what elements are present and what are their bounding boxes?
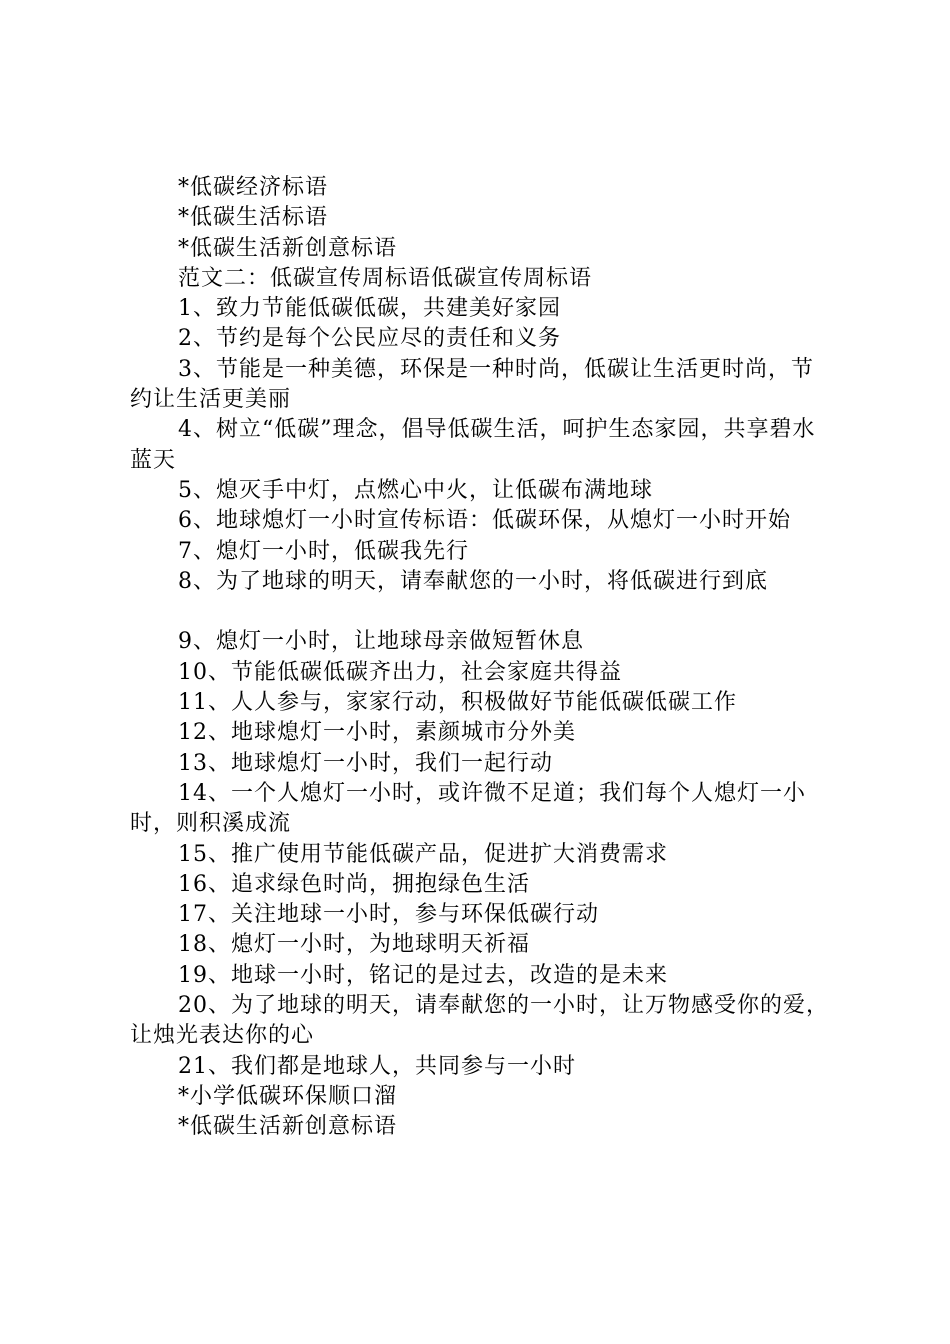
section-title: 范文二：低碳宣传周标语低碳宣传周标语	[178, 265, 593, 291]
slogan-item: 9、熄灯一小时，让地球母亲做短暂休息	[178, 629, 584, 655]
slogan-item: 14、一个人熄灯一小时，或许微不足道；我们每个人熄灯一小时，则积溪成流	[130, 780, 806, 837]
slogan-item: 3、节能是一种美德，环保是一种时尚，低碳让生活更时尚，节约让生活更美丽	[130, 356, 814, 413]
slogan-item: 5、熄灭手中灯，点燃心中火，让低碳布满地球	[178, 477, 653, 503]
slogan-item: 17、关注地球一小时，参与环保低碳行动	[178, 902, 599, 928]
heading-item: *低碳生活新创意标语	[178, 1114, 398, 1140]
slogan-item: 13、地球熄灯一小时，我们一起行动	[178, 750, 553, 776]
blank-line	[130, 597, 835, 627]
slogan-item: 1、致力节能低碳低碳，共建美好家园	[178, 296, 561, 322]
slogan-item: 2、节约是每个公民应尽的责任和义务	[178, 326, 561, 352]
heading-item: *小学低碳环保顺口溜	[178, 1083, 398, 1109]
slogan-item: 10、节能低碳低碳齐出力，社会家庭共得益	[178, 659, 622, 685]
slogan-item: 8、为了地球的明天，请奉献您的一小时，将低碳进行到底	[178, 568, 768, 594]
slogan-item: 20、为了地球的明天，请奉献您的一小时，让万物感受你的爱，让烛光表达你的心	[130, 993, 829, 1049]
slogan-item: 16、追求绿色时尚，拥抱绿色生活	[178, 871, 530, 897]
slogan-item: 21、我们都是地球人，共同参与一小时	[178, 1053, 576, 1079]
slogan-item: 18、熄灯一小时，为地球明天祈福	[178, 932, 530, 958]
slogan-item: 12、地球熄灯一小时，素颜城市分外美	[178, 720, 576, 746]
slogan-item: 11、人人参与，家家行动，积极做好节能低碳低碳工作	[178, 690, 737, 716]
heading-item: *低碳生活新创意标语	[178, 235, 398, 261]
heading-item: *低碳经济标语	[178, 175, 329, 200]
slogan-item: 6、地球熄灯一小时宣传标语：低碳环保，从熄灯一小时开始	[178, 508, 791, 534]
document-body	[130, 173, 835, 1143]
slogan-item: 7、熄灯一小时，低碳我先行	[178, 538, 469, 564]
slogan-item: 4、树立“低碳”理念，倡导低碳生活，呵护生态家园，共享碧水蓝天	[130, 417, 816, 473]
slogan-item: 15、推广使用节能低碳产品，促进扩大消费需求	[178, 841, 668, 867]
slogan-item: 19、地球一小时，铭记的是过去，改造的是未来	[178, 962, 668, 988]
heading-item: *低碳生活标语	[178, 205, 329, 231]
